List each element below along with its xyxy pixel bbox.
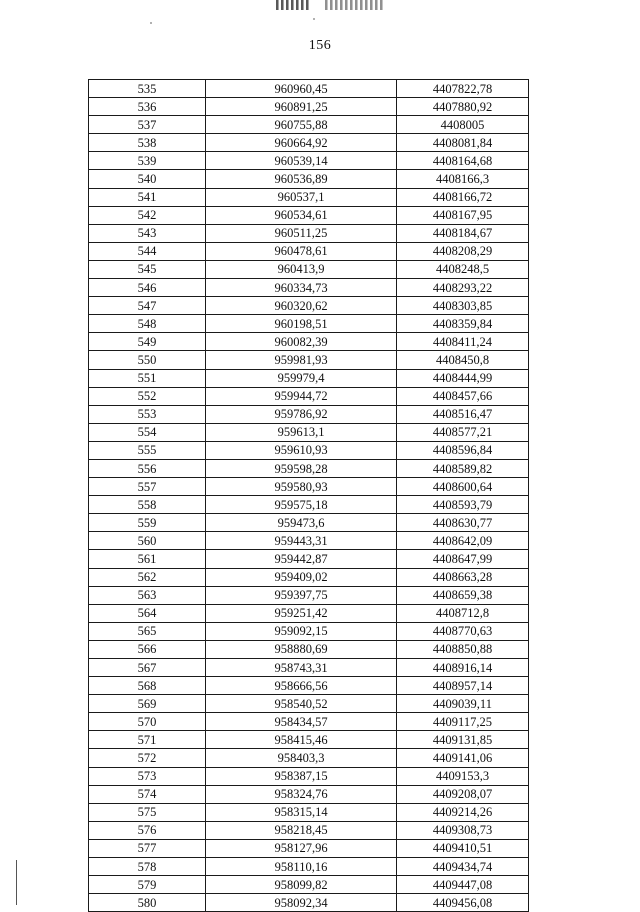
y-coordinate-cell: 4408600,64 bbox=[397, 478, 529, 496]
x-coordinate-cell: 958434,57 bbox=[206, 713, 397, 731]
point-number-cell: 553 bbox=[89, 405, 206, 423]
x-coordinate-cell: 958415,46 bbox=[206, 731, 397, 749]
table-row bbox=[89, 478, 529, 496]
table-row bbox=[89, 80, 529, 98]
point-number-cell: 562 bbox=[89, 568, 206, 586]
y-coordinate-cell: 4408081,84 bbox=[397, 134, 529, 152]
table-row bbox=[89, 767, 529, 785]
point-number-cell: 545 bbox=[89, 260, 206, 278]
point-number-cell: 574 bbox=[89, 785, 206, 803]
table-row bbox=[89, 369, 529, 387]
point-number-cell: 547 bbox=[89, 297, 206, 315]
point-number-cell: 575 bbox=[89, 803, 206, 821]
point-number-cell: 557 bbox=[89, 478, 206, 496]
x-coordinate-cell: 958743,31 bbox=[206, 659, 397, 677]
y-coordinate-cell: 4408411,24 bbox=[397, 333, 529, 351]
y-coordinate-cell: 4408642,09 bbox=[397, 532, 529, 550]
y-coordinate-cell: 4408293,22 bbox=[397, 279, 529, 297]
table-row bbox=[89, 98, 529, 116]
table-row bbox=[89, 279, 529, 297]
x-coordinate-cell: 960891,25 bbox=[206, 98, 397, 116]
y-coordinate-cell: 4408516,47 bbox=[397, 405, 529, 423]
table-row bbox=[89, 532, 529, 550]
y-coordinate-cell: 4408577,21 bbox=[397, 423, 529, 441]
x-coordinate-cell: 959251,42 bbox=[206, 604, 397, 622]
table-row bbox=[89, 586, 529, 604]
point-number-cell: 564 bbox=[89, 604, 206, 622]
scan-artifact-mark bbox=[325, 0, 383, 10]
point-number-cell: 579 bbox=[89, 876, 206, 894]
x-coordinate-cell: 958880,69 bbox=[206, 640, 397, 658]
y-coordinate-cell: 4407822,78 bbox=[397, 80, 529, 98]
table-row bbox=[89, 459, 529, 477]
y-coordinate-cell: 4409410,51 bbox=[397, 839, 529, 857]
y-coordinate-cell: 4408647,99 bbox=[397, 550, 529, 568]
y-coordinate-cell: 4408303,85 bbox=[397, 297, 529, 315]
y-coordinate-cell: 4409208,07 bbox=[397, 785, 529, 803]
y-coordinate-cell: 4408659,38 bbox=[397, 586, 529, 604]
x-coordinate-cell: 959613,1 bbox=[206, 423, 397, 441]
y-coordinate-cell: 4408593,79 bbox=[397, 496, 529, 514]
point-number-cell: 563 bbox=[89, 586, 206, 604]
point-number-cell: 537 bbox=[89, 116, 206, 134]
table-row bbox=[89, 315, 529, 333]
table-row bbox=[89, 858, 529, 876]
point-number-cell: 539 bbox=[89, 152, 206, 170]
y-coordinate-cell: 4408770,63 bbox=[397, 622, 529, 640]
y-coordinate-cell: 4409117,25 bbox=[397, 713, 529, 731]
x-coordinate-cell: 958127,96 bbox=[206, 839, 397, 857]
table-row bbox=[89, 116, 529, 134]
table-row bbox=[89, 604, 529, 622]
y-coordinate-cell: 4408596,84 bbox=[397, 441, 529, 459]
table-row bbox=[89, 134, 529, 152]
table-row bbox=[89, 640, 529, 658]
point-number-cell: 571 bbox=[89, 731, 206, 749]
point-number-cell: 569 bbox=[89, 695, 206, 713]
point-number-cell: 543 bbox=[89, 224, 206, 242]
x-coordinate-cell: 960539,14 bbox=[206, 152, 397, 170]
point-number-cell: 542 bbox=[89, 206, 206, 224]
point-number-cell: 538 bbox=[89, 134, 206, 152]
x-coordinate-cell: 959944,72 bbox=[206, 387, 397, 405]
point-number-cell: 554 bbox=[89, 423, 206, 441]
y-coordinate-cell: 4408916,14 bbox=[397, 659, 529, 677]
point-number-cell: 576 bbox=[89, 821, 206, 839]
x-coordinate-cell: 959786,92 bbox=[206, 405, 397, 423]
point-number-cell: 540 bbox=[89, 170, 206, 188]
x-coordinate-cell: 960320,62 bbox=[206, 297, 397, 315]
x-coordinate-cell: 960534,61 bbox=[206, 206, 397, 224]
y-coordinate-cell: 4408359,84 bbox=[397, 315, 529, 333]
x-coordinate-cell: 959397,75 bbox=[206, 586, 397, 604]
point-number-cell: 560 bbox=[89, 532, 206, 550]
table-row bbox=[89, 206, 529, 224]
y-coordinate-cell: 4408248,5 bbox=[397, 260, 529, 278]
x-coordinate-cell: 958110,16 bbox=[206, 858, 397, 876]
x-coordinate-cell: 960537,1 bbox=[206, 188, 397, 206]
y-coordinate-cell: 4408630,77 bbox=[397, 514, 529, 532]
y-coordinate-cell: 4408005 bbox=[397, 116, 529, 134]
table-row bbox=[89, 894, 529, 912]
x-coordinate-cell: 959981,93 bbox=[206, 351, 397, 369]
scan-artifact-dot bbox=[313, 18, 315, 20]
y-coordinate-cell: 4409447,08 bbox=[397, 876, 529, 894]
scan-edge-line bbox=[16, 860, 17, 905]
y-coordinate-cell: 4408166,3 bbox=[397, 170, 529, 188]
y-coordinate-cell: 4409039,11 bbox=[397, 695, 529, 713]
y-coordinate-cell: 4408208,29 bbox=[397, 242, 529, 260]
x-coordinate-cell: 960334,73 bbox=[206, 279, 397, 297]
y-coordinate-cell: 4408457,66 bbox=[397, 387, 529, 405]
y-coordinate-cell: 4408712,8 bbox=[397, 604, 529, 622]
x-coordinate-cell: 959979,4 bbox=[206, 369, 397, 387]
point-number-cell: 552 bbox=[89, 387, 206, 405]
table-row bbox=[89, 803, 529, 821]
point-number-cell: 544 bbox=[89, 242, 206, 260]
x-coordinate-cell: 958099,82 bbox=[206, 876, 397, 894]
y-coordinate-cell: 4409434,74 bbox=[397, 858, 529, 876]
x-coordinate-cell: 959598,28 bbox=[206, 459, 397, 477]
table-row bbox=[89, 152, 529, 170]
x-coordinate-cell: 960536,89 bbox=[206, 170, 397, 188]
point-number-cell: 549 bbox=[89, 333, 206, 351]
point-number-cell: 580 bbox=[89, 894, 206, 912]
y-coordinate-cell: 4408850,88 bbox=[397, 640, 529, 658]
point-number-cell: 558 bbox=[89, 496, 206, 514]
table-row bbox=[89, 297, 529, 315]
x-coordinate-cell: 959580,93 bbox=[206, 478, 397, 496]
point-number-cell: 548 bbox=[89, 315, 206, 333]
y-coordinate-cell: 4409214,26 bbox=[397, 803, 529, 821]
point-number-cell: 573 bbox=[89, 767, 206, 785]
page-number: 156 bbox=[308, 38, 332, 53]
x-coordinate-cell: 960082,39 bbox=[206, 333, 397, 351]
table-row bbox=[89, 876, 529, 894]
y-coordinate-cell: 4408166,72 bbox=[397, 188, 529, 206]
x-coordinate-cell: 958324,76 bbox=[206, 785, 397, 803]
coordinates-table bbox=[88, 79, 529, 912]
x-coordinate-cell: 958315,14 bbox=[206, 803, 397, 821]
x-coordinate-cell: 959092,15 bbox=[206, 622, 397, 640]
table-row bbox=[89, 622, 529, 640]
y-coordinate-cell: 4408164,68 bbox=[397, 152, 529, 170]
table-row bbox=[89, 333, 529, 351]
table-row bbox=[89, 659, 529, 677]
x-coordinate-cell: 960664,92 bbox=[206, 134, 397, 152]
x-coordinate-cell: 960198,51 bbox=[206, 315, 397, 333]
y-coordinate-cell: 4408957,14 bbox=[397, 677, 529, 695]
table-row bbox=[89, 550, 529, 568]
coordinates-table-body bbox=[89, 80, 529, 912]
table-row bbox=[89, 260, 529, 278]
x-coordinate-cell: 958092,34 bbox=[206, 894, 397, 912]
table-row bbox=[89, 351, 529, 369]
point-number-cell: 561 bbox=[89, 550, 206, 568]
x-coordinate-cell: 958403,3 bbox=[206, 749, 397, 767]
point-number-cell: 570 bbox=[89, 713, 206, 731]
x-coordinate-cell: 960960,45 bbox=[206, 80, 397, 98]
x-coordinate-cell: 959575,18 bbox=[206, 496, 397, 514]
point-number-cell: 555 bbox=[89, 441, 206, 459]
point-number-cell: 567 bbox=[89, 659, 206, 677]
table-row bbox=[89, 170, 529, 188]
x-coordinate-cell: 959473,6 bbox=[206, 514, 397, 532]
table-row bbox=[89, 568, 529, 586]
point-number-cell: 568 bbox=[89, 677, 206, 695]
point-number-cell: 556 bbox=[89, 459, 206, 477]
table-row bbox=[89, 514, 529, 532]
point-number-cell: 566 bbox=[89, 640, 206, 658]
point-number-cell: 577 bbox=[89, 839, 206, 857]
table-row bbox=[89, 441, 529, 459]
y-coordinate-cell: 4408450,8 bbox=[397, 351, 529, 369]
x-coordinate-cell: 959442,87 bbox=[206, 550, 397, 568]
scan-artifact-dot bbox=[150, 22, 152, 24]
table-row bbox=[89, 731, 529, 749]
table-row bbox=[89, 423, 529, 441]
table-row bbox=[89, 224, 529, 242]
x-coordinate-cell: 958387,15 bbox=[206, 767, 397, 785]
y-coordinate-cell: 4409141,06 bbox=[397, 749, 529, 767]
x-coordinate-cell: 958218,45 bbox=[206, 821, 397, 839]
y-coordinate-cell: 4408184,67 bbox=[397, 224, 529, 242]
x-coordinate-cell: 959409,02 bbox=[206, 568, 397, 586]
point-number-cell: 536 bbox=[89, 98, 206, 116]
x-coordinate-cell: 959610,93 bbox=[206, 441, 397, 459]
table-row bbox=[89, 242, 529, 260]
y-coordinate-cell: 4409308,73 bbox=[397, 821, 529, 839]
table-row bbox=[89, 839, 529, 857]
scan-artifact-mark bbox=[276, 0, 310, 10]
point-number-cell: 572 bbox=[89, 749, 206, 767]
y-coordinate-cell: 4409456,08 bbox=[397, 894, 529, 912]
table-row bbox=[89, 695, 529, 713]
table-row bbox=[89, 188, 529, 206]
table-row bbox=[89, 749, 529, 767]
table-row bbox=[89, 405, 529, 423]
point-number-cell: 578 bbox=[89, 858, 206, 876]
table-row bbox=[89, 785, 529, 803]
y-coordinate-cell: 4408167,95 bbox=[397, 206, 529, 224]
x-coordinate-cell: 960413,9 bbox=[206, 260, 397, 278]
y-coordinate-cell: 4407880,92 bbox=[397, 98, 529, 116]
point-number-cell: 546 bbox=[89, 279, 206, 297]
point-number-cell: 541 bbox=[89, 188, 206, 206]
y-coordinate-cell: 4408589,82 bbox=[397, 459, 529, 477]
table-row bbox=[89, 821, 529, 839]
table-row bbox=[89, 713, 529, 731]
x-coordinate-cell: 960755,88 bbox=[206, 116, 397, 134]
x-coordinate-cell: 958666,56 bbox=[206, 677, 397, 695]
point-number-cell: 559 bbox=[89, 514, 206, 532]
table-row bbox=[89, 677, 529, 695]
point-number-cell: 535 bbox=[89, 80, 206, 98]
table-row bbox=[89, 496, 529, 514]
y-coordinate-cell: 4408663,28 bbox=[397, 568, 529, 586]
table-row bbox=[89, 387, 529, 405]
y-coordinate-cell: 4408444,99 bbox=[397, 369, 529, 387]
x-coordinate-cell: 959443,31 bbox=[206, 532, 397, 550]
x-coordinate-cell: 960478,61 bbox=[206, 242, 397, 260]
point-number-cell: 565 bbox=[89, 622, 206, 640]
y-coordinate-cell: 4409131,85 bbox=[397, 731, 529, 749]
y-coordinate-cell: 4409153,3 bbox=[397, 767, 529, 785]
point-number-cell: 550 bbox=[89, 351, 206, 369]
x-coordinate-cell: 960511,25 bbox=[206, 224, 397, 242]
x-coordinate-cell: 958540,52 bbox=[206, 695, 397, 713]
point-number-cell: 551 bbox=[89, 369, 206, 387]
